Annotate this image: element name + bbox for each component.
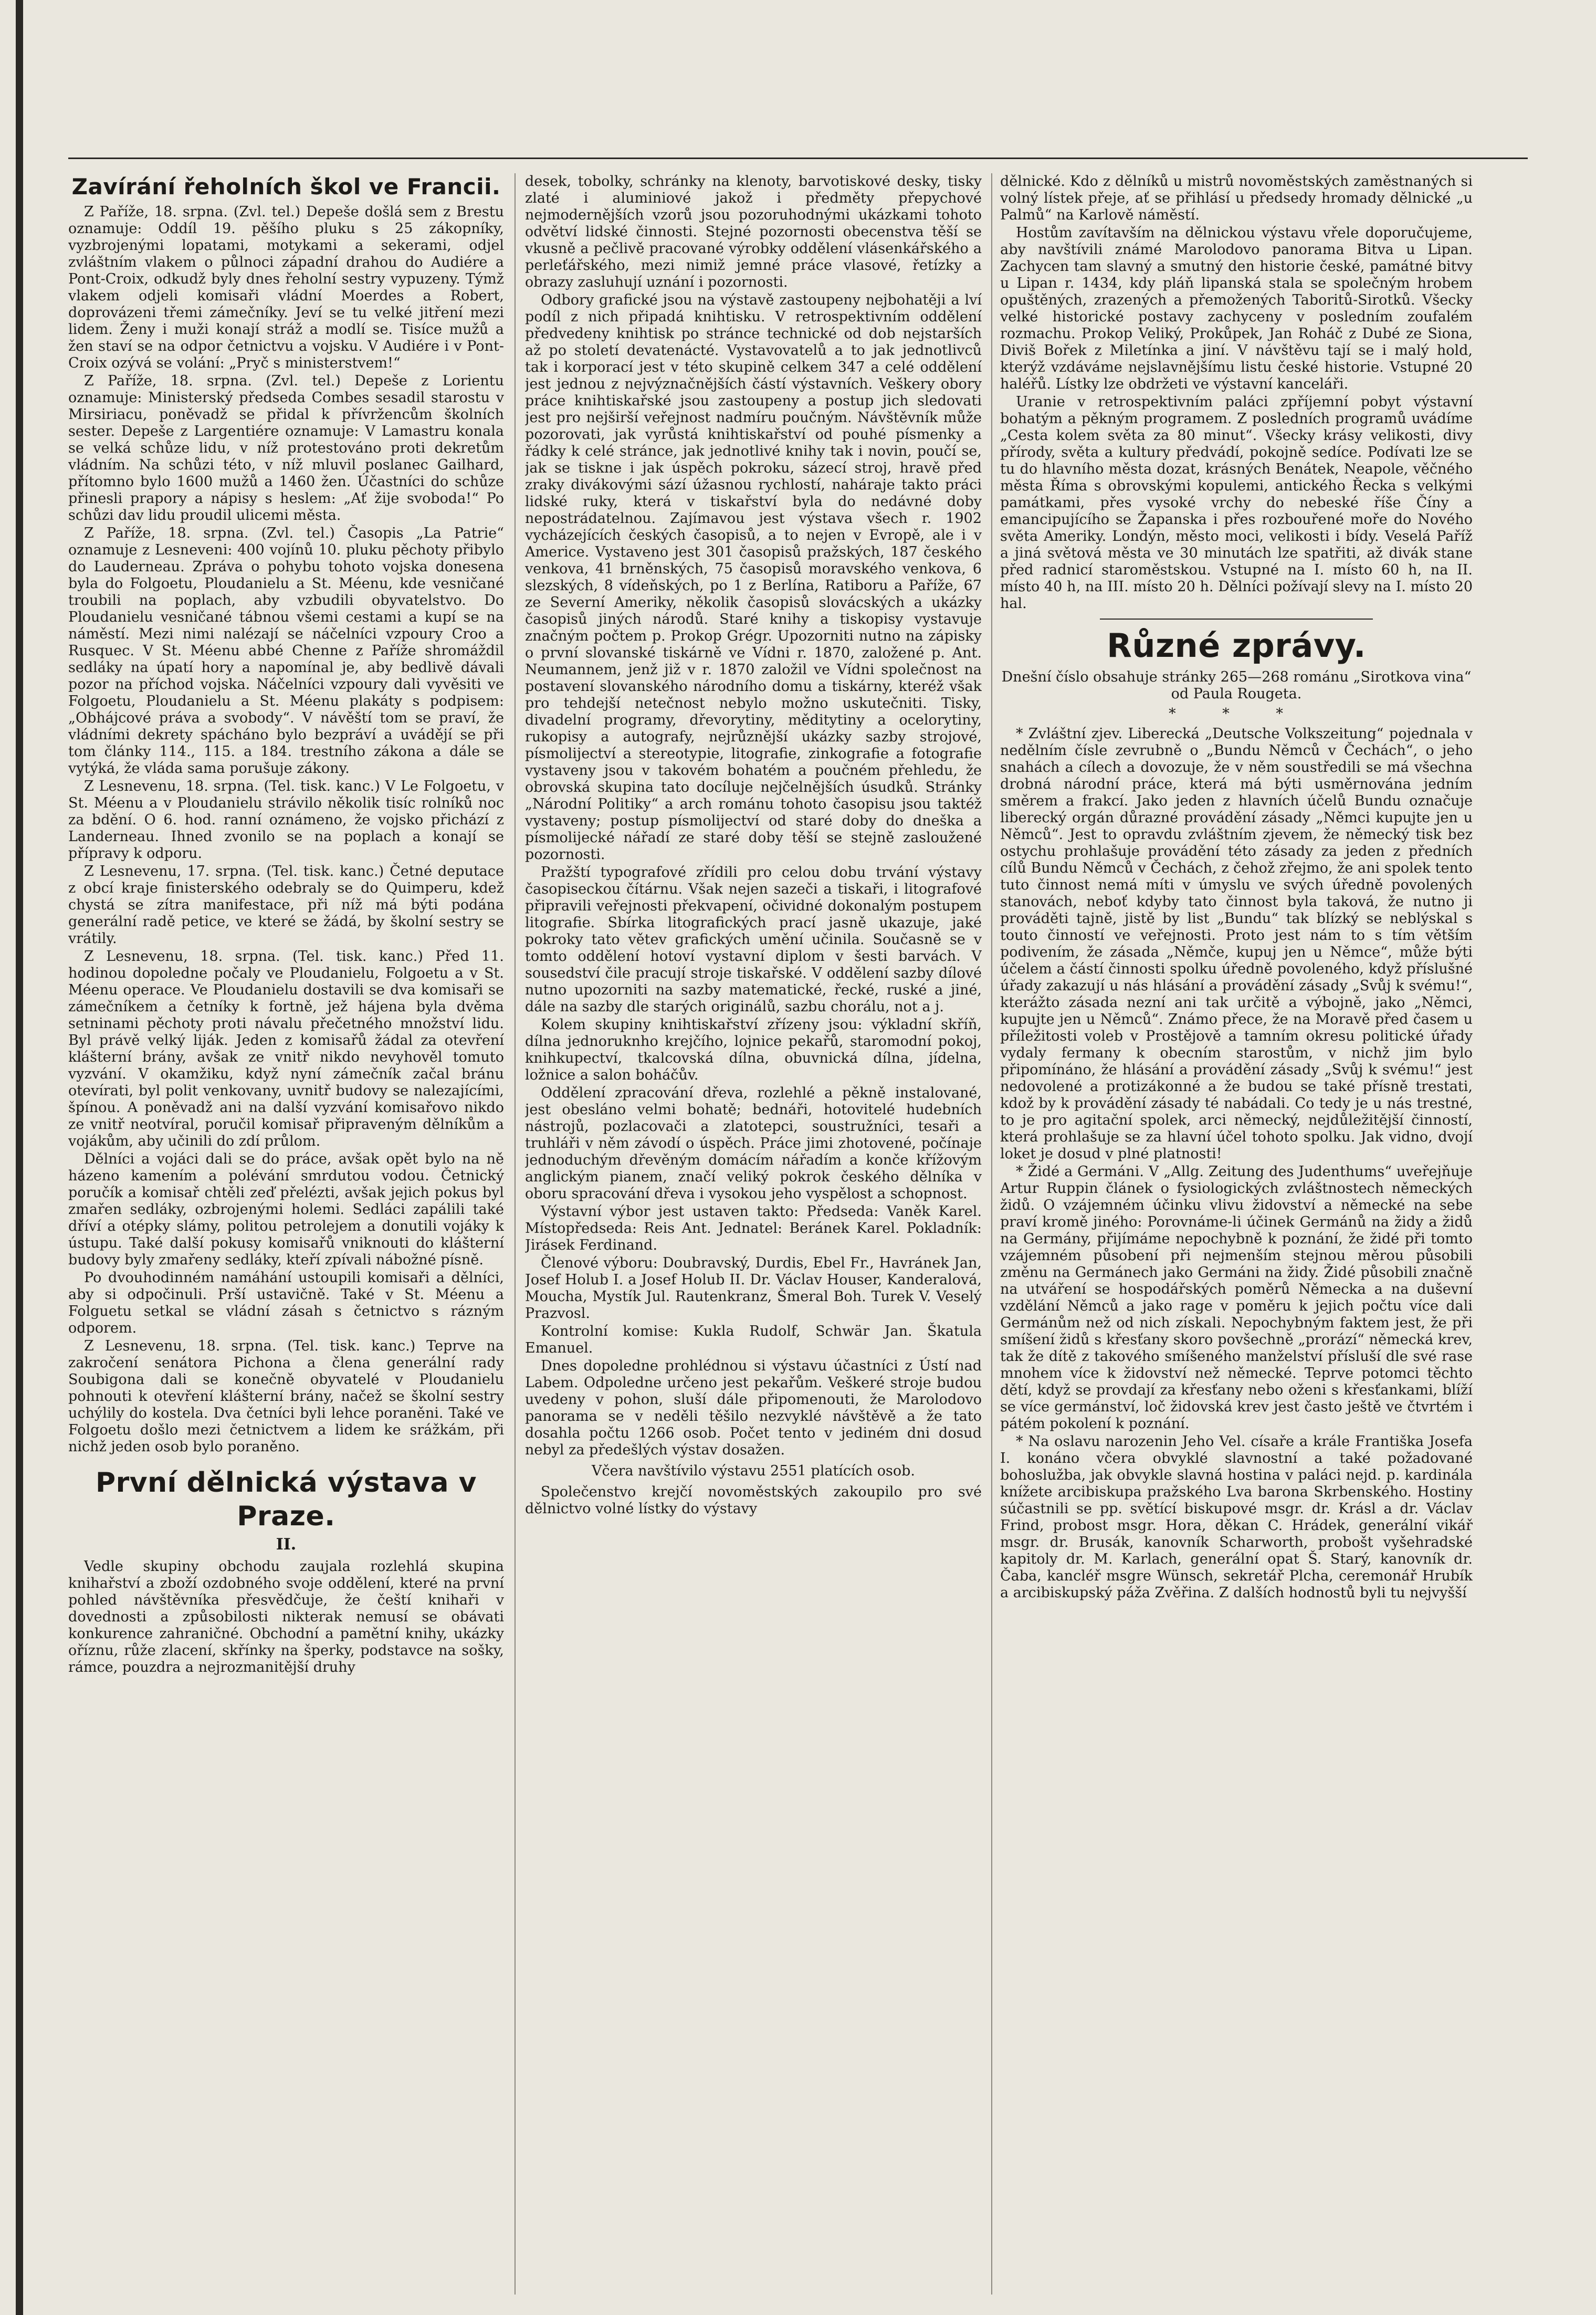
column-2 — [525, 173, 982, 2295]
paragraph: Po dvouhodinném namáhání ustoupili komisaři a dělníci, aby si odpočinuli. Prší ustavičně. Také v St. Méenu a Folguetu setkal se vládní zásah s četnictvo s rázným odporem. — [68, 1270, 504, 1336]
paragraph: Dělníci a vojáci dali se do práce, avšak opět bylo na ně házeno kamením a polévání smrdutou vodou. Četnický poručík a komisař chtěli zeď přelézti, avšak jejich pokus byl zmařen sedláky, ozbrojenými holemi. Sedláci zapálili také dříví a otépky slámy, politou petrolejem a donutili vojáky k ústupu. Také další pokusy komisařů vniknouti do klášterní budovy byly zmařeny sedláky, kteří zpívali nábožné písně. — [68, 1151, 504, 1268]
visitors-note: Včera navštívilo výstavu 2551 platících osob. — [591, 1463, 916, 1479]
paragraph: Výstavní výbor jest ustaven takto: Předseda: Vaněk Karel. Místopředseda: Reis Ant. Jednatel: Beránek Karel. Pokladník: Jirásek Ferdinand. — [525, 1203, 982, 1253]
page-edge-shadow — [16, 0, 23, 2315]
paragraph: Pražští typografové zřídili pro celou dobu trvání výstavy časopiseckou čítárnu. Však nejen sazeči a tiskaři, i litografové připravili veřejnosti překvapení, očividné dokonalým postupem litografie. Sbírka litografických prací jasně ukazuje, jaké pokroky tato větev grafických umění učinila. Současně se v tomto oddělení hotoví vystavní diplom v šesti barvách. V sousedství čile pracují stroje tiskařské. V oddělení sazby dílové nutno upozorniti na sazby matematické, řecké, ruské a jiné, dále na sazby dle starých originálů, sazbu chorálu, not a j. — [525, 864, 982, 1015]
paragraph: Z Lesnevenu, 17. srpna. (Tel. tisk. kanc.) Četné deputace z obcí kraje finisterského odebraly se do Quimperu, kdež chystá se zítra manifestace, při níž má býti podána generální radě petice, ve které se žádá, by školní sestry se vrátily. — [68, 863, 504, 947]
paragraph: dělnické. Kdo z dělníků u mistrů novoměstských zaměstnaných si volný lístek přeje, ať se přihlásí u předsedy hromady dělnické „u Palmů“ na Karlově náměstí. — [1000, 173, 1473, 223]
paragraph: Z Paříže, 18. srpna. (Zvl. tel.) Depeše z Lorientu oznamuje: Ministerský předseda Combes sesadil starostu v Mirsiriacu, poněvadž se přidal k přívržencům školních sester. Depeše z Largentiére oznamuje: V Lamastru konala se velká schůze lidu, v níž protestováno proti dekretům vládním. Na schůzi této, v níž mluvil poslanec Gailhard, přítomno bylo 1600 mužů a 1460 žen. Účastníci do schůze přinesli prapory a nápisy s heslem: „Ať žije svoboda!“ Po schůzi dav lidu proudil ulicemi města. — [68, 373, 504, 523]
paragraph: Z Lesnevenu, 18. srpna. (Tel. tisk. kanc.) V Le Folgoetu, v St. Méenu a v Ploudanielu strávilo několik tisíc rolníků noc za bdění. O 6. hod. ranní oznámeno, že vojsko přichází z Landerneau. Ihned zvonilo se na poplach a konají se přípravy k odporu. — [68, 778, 504, 862]
paragraph: Hostům zavítavším na dělnickou výstavu vřele doporučujeme, aby navštívili známé Marolodovo panorama Bitva u Lipan. Zachycen tam slavný a smutný den historie české, památné bitvy u Lipan r. 1434, kdy pláň lipanská stala se společným hrobem opuštěných, zrazených a přemožených Taboritů-Sirotků. Všecky velké historické postavy zachyceny v posledním zoufalém rozmachu. Prokop Veliký, Prokůpek, Jan Roháč z Dubé ze Siona, Diviš Bořek z Miletínka a jiní. V návštěvu tají se i malý hold, kterýž vzdáváme nejslavnějšímu listu české historie. Vstupné 20 haléřů. Lístky lze obdržeti ve výstavní kanceláři. — [1000, 225, 1473, 392]
paragraph: Uranie v retrospektivním paláci zpříjemní pobyt výstavní bohatým a pěkným programem. Z posledních programů uvádíme „Cesta kolem světa za 80 minut“. Všecky krásy velikosti, divy přírody, světa a kultury předvádí, pokojně sedíce. Podívati lze se tu do hlavního města dozat, krásných Benátek, Neapole, věčného města Říma s obrovskými kopulemi, antického Řecka s velkými památkami, přes vysoké vrchy do nebeské říše Číny a emancipujícího se Žapanska i přes rozbouřené moře do Nového světa Ameriky. Londýn, město moci, velikosti i bídy. Veselá Paříž a jiná světová města ve 30 minutách lze spatřiti, až divák stane před radnicí staroměstskou. Vstupné na I. místo 60 h, na II. místo 40 h, na III. místo 20 h. Dělníci požívají slevy na I. místo 20 hal. — [1000, 394, 1473, 612]
paragraph: desek, tobolky, schránky na klenoty, barvotiskové desky, tisky zlaté i aluminiové jakož i předměty přepychové nejmodernějších vzorů jsou pozoruhodnými ukázkami tohoto odvětví lidské činnosti. Stejné pozornosti obecenstva těší se vkusně a pečlivě pracované výrobky oddělení vlásenkářského a perleťářského, mezi nimiž jemné práce vlasové, řetízky a obrazy zasluhují uznání i pozornosti. — [525, 173, 982, 290]
paragraph: Společenstvo krejčí novoměstských zakoupilo pro své dělnictvo volné lístky do výstavy — [525, 1484, 982, 1517]
paragraph: Odbory grafické jsou na výstavě zastoupeny nejbohatěji a lví podíl z nich připadá knihtisku. V retrospektivním oddělení předvedeny knihtisk po stránce technické od dob nejstarších až po století devatenácté. Vystavovatelů a to jak jednotlivců tak i korporací jest v této skupině celkem 347 a celé oddělení jest jednou z nejvýznačnějších částí výstavních. Veškery obory práce knihtiskařské jsou zastoupeny a postup jich sledovati jest pro nejširší veřejnost nadmíru poučným. Návštěvník může pozorovati, jak vyrůstá knihtiskařství od pouhé písmenky a řádky k celé stránce, jak jednotlivé knihy tak i novin, poučí se, jak se tiskne i jak úspěch pokroku, sázecí stroj, hravě před zraky divákovými sází úžasnou rychlostí, naháraje takto práci lidské ruky, která v tiskařství byla do nedávné doby nepostrádatelnou. Zajímavou jest výstava všech r. 1902 vycházejících českých časopisů, a to nejen v Evropě, ale i v Americe. Vystaveno jest 301 časopisů pražských, 187 českého venkova, 41 brněnských, 75 časopisů moravského venkova, 6 slezských, 8 vídeňských, po 1 z Berlína, Ratiboru a Paříže, 67 ze Severní Ameriky, několik časopisů slovácských a ukázky časopisů jiných národů. Staré knihy a tiskopisy vystavuje značným počtem p. Prokop Grégr. Upozorniti nutno na zápisky o první slovanské tiskárně ve Vídni r. 1870, založené p. Ant. Neumannem, jenž již v r. 1870 založil ve Vídni společnost na postavení slovanského národního domu a tiskárny, kteréž však pro tehdejší netečnost nebylo možno uskutečniti. Tisky, divadelní programy, dřevorytiny, měditytiny a ocelorytiny, rukopisy a autografy, nejrůznější ukázky sazby strojové, písmolijectví a stereotypie, litografie, zinkografie a fotografie vystaveny jsou v takovém bohatém a poučném přehledu, že obrovská skupina tato docíluje nejčelnějších úsudků. Stránky „Národní Politiky“ a arch románu tohoto časopisu jsou taktéž vystaveny; postup písmolijectví od staré doby do dneška a písmolijecké nářadí ze staré doby těší se stejně zasloužené pozornosti. — [525, 292, 982, 863]
paragraph: Kolem skupiny knihtiskařství zřízeny jsou: výkladní skříň, dílna jednoruknho krejčího, lojnice pekařů, staromodní pokoj, knihkupectví, tkalcovská dílna, obuvnická dílna, jídelna, ložnice a salon boháčův. — [525, 1017, 982, 1083]
paragraph: Z Paříže, 18. srpna. (Zvl. tel.) Depeše došlá sem z Brestu oznamuje: Oddíl 19. pěšího pluku s 25 zákopníky, vyzbrojenými lopatami, motykami a sekerami, odjel zvláštním vlakem o půlnoci západní drahou do Audiére a Pont-Croix, odkudž byly dnes řeholní sestry vypuzeny. Týmž vlakem odjeli komisaři vládní Moerdes a Robert, doprovázeni třemi zámečníky. Jeví se tu velké jitření mezi lidem. Ženy i muži konají stráž a modlí se. Tisíce mužů a žen staví se na odpor četnictvu a vojsku. V Audiére i v Pont-Croix ozývá se volání: „Pryč s ministerstvem!“ — [68, 204, 504, 371]
paragraph: Dnes dopoledne prohlédnou si výstavu účastníci z Ústí nad Labem. Odpoledne určeno jest pekařům. Veškeré stroje budou uvedeny v pohon, sluší dále připomenouti, že Marolodovo panorama se v neděli těšilo nezvyklé návštěvě a že tato dosahla počtu 1266 osob. Počet tento v jediném dni dosud nebyl za předešlých výstav dosažen. — [525, 1358, 982, 1458]
paragraph: * Na oslavu narozenin Jeho Vel. císaře a krále Františka Josefa I. konáno včera obvyklé slavnostní a také požadované bohoslužba, jak obvykle slavná hostina v paláci nejd. p. kardinála knížete arcibiskupa pražského Lva barona Skrbenského. Hostiny súčastnili se pp. světící biskupové msgr. dr. Krásl a dr. Václav Frind, probost msgr. Hora, děkan C. Hrádek, generální vikář msgr. dr. Brusák, kanovník Scharworth, probošt vyšehradské kapitoly dr. M. Karlach, generální opat Š. Starý, kanovník dr. Čaba, kancléř msgre Wünsch, sekretář Plcha, ceremonář Hrubík a arcibiskupský páža Zvěřina. Z dalších hodnostů byli tu nejvyšší — [1000, 1433, 1473, 1601]
paragraph: Členové výboru: Doubravský, Durdis, Ebel Fr., Havránek Jan, Josef Holub I. a Josef Holub II. Dr. Václav Houser, Kanderalová, Moucha, Mystík Jul. Rautenkranz, Šmeral Boh. Turek V. Veselý Prazvosl. — [525, 1255, 982, 1322]
paragraph: Oddělení zpracování dřeva, rozlehlé a pěkně instalované, jest obesláno velmi bohatě; bednáři, hotovitelé hudebních nástrojů, pozlacovači a zlatotepci, soustružníci, tesaři a truhláři v něm závodí o úspěch. Práce jimi zhotovené, počínaje jednoduchým dřevěným domácím nářadím a konče křížovým anglickým pianem, značí veliký pokrok českého dělníka v oboru spracování dřeva i vysokou jeho vyspělost a schopnost. — [525, 1085, 982, 1202]
paragraph: Kontrolní komise: Kukla Rudolf, Schwär Jan. Škatula Emanuel. — [525, 1323, 982, 1356]
serial-notice: Dnešní číslo obsahuje stránky 265—268 románu „Sirotkova vina“ od Paula Rougeta. — [1001, 669, 1472, 702]
paragraph: * Židé a Germáni. V „Allg. Zeitung des Judenthums“ uveřejňuje Artur Ruppin článek o fysiologických zvláštnostech německých židů. O vzájemném účinku vlivu židovství a německé na sebe praví kromě jiného: Porovnáme-li účinek Germánů na židy a židů na Germány, přijímáme nepochybně k poznání, že židé při tomto vzájemném působení při nejmenším stejnou měrou působili změnu na Germánech jako Germáni na židy. Židé působili značně na utváření se hospodářských poměrů Německa a na duševní vzdělání Němců a jako rage v poměru k jejich počtu více dali Germánům než od nich získali. Nepochybným faktem jest, že při smíšení židů s křesťany skoro povšechně „prorází“ německá krev, tak že dítě z takového smíšeného manželství přísluší dle své rase mnohem více k židovství než německé. Teprve potomci těchto dětí, když se provdají za křesťany nebo oženi s křesťankami, blíží se více germánství, loč židovská krev jest často ještě ve čtvrtém i pátém pokolení k poznání. — [1000, 1164, 1473, 1432]
column-separator — [514, 173, 516, 2295]
section-stars: * * * — [1169, 706, 1304, 722]
article-heading-workers-exhibition: První dělnická výstava v Praze. — [95, 1467, 477, 1532]
paragraph: Vedle skupiny obchodu zaujala rozlehlá skupina knihařství a zboží ozdobného svoje oddělení, které na první pohled návštěvníka přesvědčuje, že čeští knihaři v dovednosti a způsobilosti nikterak nemusí se obávati konkurence zahraničné. Obchodní a pamětní knihy, ukázky oříznu, růže zlacení, skřínky na šperky, podstavce na sošky, rámce, pouzdra a nejrozmanitější druhy — [68, 1558, 504, 1675]
paragraph: * Zvláštní zjev. Liberecká „Deutsche Volkszeitung“ pojednala v nedělním čísle zevrubně o „Bundu Němců v Čechách“, o jeho snahách a cílech a dovozuje, že v něm soustředili se má všechna drobná národní práce, která má býti usměrnována jedním směrem a frakcí. Jako jeden z hlavních účelů Bundu označuje liberecký orgán důrazné provádění zásady „Němci kupujte jen u Němců“. Jest to opravdu zvláštním zjevem, že německý tisk bez ostychu prohlašuje provádění této zásady za jeden z předních cílů Bundu Němců v Čechách, z čehož zřejmo, že ani spolek tento tuto činnost nemá míti v úmyslu ve svých úředně povolených stanovách, neboť kdyby tato činnost byla taková, že nutno ji prováděti tajně, jistě by list „Bundu“ tak blízký se neblýskal s touto činností ve veřejnosti. Proto jest nám to s tím větším podivením, že zásada „Němče, kupuj jen u Němce“, může býti účelem a částí činnosti spolku úředně povoleného, když příslušné úřady zakazují u nás hlásání a provádění zásady „Svůj k svému!“, kterážto zásada nezní ani tak určitě a výbojně, jako „Němci, kupujte jen u Němců“. Známo přece, že na Moravě před časem u příležitosti voleb v Prostějově a tamním okresu politické úřady vydaly fermany k obecním starostům, v nichž jim bylo připomínáno, že hlásání a provádění zásady „Svůj k svému!“ jest nedovolené a protizákonné a že budou se také přísně trestati, kdož by k provádění zásady té nabádali. Co tedy je u nás trestné, to je pro agitační spolek, arci německý, nejdůležitější činností, která prohlašuje se za hlavní účel tohoto spolku. Jak vidno, dvojí loket je dosud v plné platnosti! — [1000, 726, 1473, 1162]
column-1 — [68, 173, 504, 2295]
section-number: II. — [276, 1535, 297, 1554]
section-divider — [1100, 619, 1373, 620]
column-separator — [991, 173, 992, 2295]
paragraph: Z Paříže, 18. srpna. (Zvl. tel.) Časopis „La Patrie“ oznamuje z Lesneveni: 400 vojínů 10. pluku pěchoty přibylo do Lauderneau. Zpráva o pohybu tohoto vojska donesena byla do Folgoetu, Ploudanielu a St. Méenu, kde vesničané troubili na poplach, aby vzbudili obyvatelstvo. Do Ploudanielu vesničané tábnou všemi cestami a kupí se na náměstí. Mezi nimi nalézají se náčelníci vzpoury Croo a Rusquec. V St. Méenu abbé Chenne z Paříže shromáždil sedláky na úpatí hory a napomínal je, aby bedlivě dávali pozor na příchod vojska. Náčelníci vzpoury dali vyvěsiti ve Folgoetu, Ploudanielu a St. Méenu plakáty s podpisem: „Obhájcové práva a svobody“. V návěští tom se praví, že vládními dekrety spácháno bylo bezpráví a uvádějí se při tom články 114., 115. a 184. trestního zákona a dále se vytýká, že vláda sama porušuje zákony. — [68, 525, 504, 777]
paragraph: Z Lesnevenu, 18. srpna. (Tel. tisk. kanc.) Před 11. hodinou dopoledne počaly ve Ploudanielu, Folgoetu a v St. Méenu operace. Ve Ploudanielu dostavili se dva komisaři se zámečníkem a četníky k fortně, jež hájena byla dvěma setninami pěchoty proti návalu přečetného množství lidu. Byl právě velký liják. Jeden z komisařů žádal za otevření klášterní brány, avšak ze vnitř nikdo nevyhověl tomuto vyzvání. V okamžiku, když nyní zámečník začal bránu otevírati, byl polit venkovany, uvnitř budovy se nalezajícími, špínou. A poněvadž ani na další vyzvání komisařovo nikdo ze vnitř neotvíral, poručil komisař připraveným dělníkům a vojákům, aby učinili do zdí průlom. — [68, 948, 504, 1149]
header-rule — [68, 158, 1528, 159]
article-heading-school-closures: Zavírání řeholních škol ve Francii. — [71, 174, 501, 200]
column-3 — [1000, 173, 1473, 2295]
paragraph: Z Lesnevenu, 18. srpna. (Tel. tisk. kanc.) Teprve na zakročení senátora Pichona a člena generální rady Soubigona dali se konečně obyvatelé v Ploudanielu pohnouti k otevření klášterní brány, načež se školní sestry uchýlily do kostela. Dva četníci byli lehce poraněni. Také ve Folgoetu došlo mezi četnictvem a lidem ke srážkám, při nichž jeden osob bylo poraněno. — [68, 1338, 504, 1455]
section-heading-news: Různé zprávy. — [1107, 626, 1366, 665]
